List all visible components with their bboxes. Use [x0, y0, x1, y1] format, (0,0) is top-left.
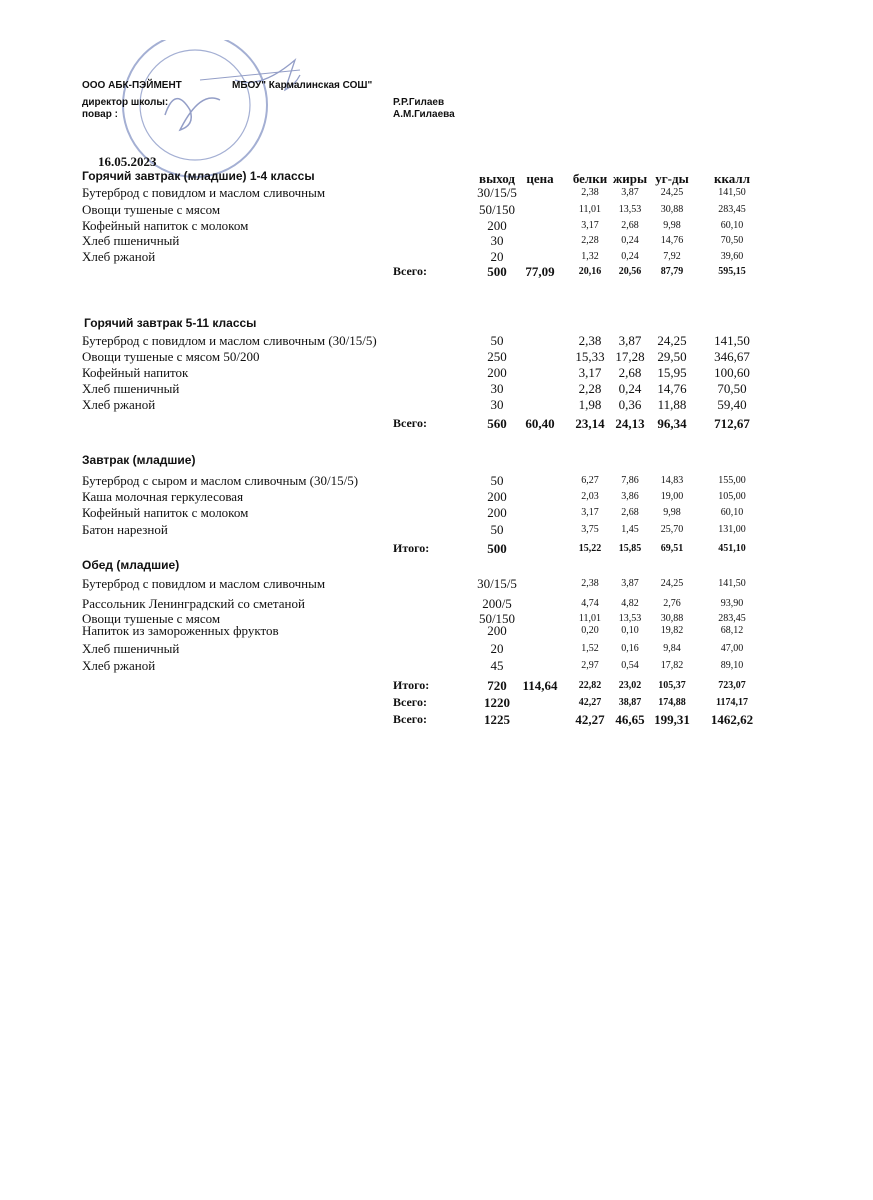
- dish-name: Овощи тушеные с мясом 50/200: [82, 349, 260, 364]
- dish-output: 50/150: [478, 611, 516, 626]
- column-header-price: цена: [526, 171, 554, 186]
- dish-kcal: 283,45: [718, 613, 746, 624]
- dish-protein: 6,27: [581, 475, 599, 486]
- total-kcal: 595,15: [718, 266, 746, 277]
- dish-output: 45: [490, 658, 504, 673]
- dish-carbs: 9,84: [663, 643, 681, 654]
- dish-kcal: 89,10: [720, 660, 744, 671]
- dish-output: 50: [490, 522, 504, 537]
- dish-name: Кофейный напиток с молоком: [82, 505, 249, 520]
- dish-fat: 0,10: [621, 625, 639, 636]
- dish-fat: 0,54: [621, 660, 639, 671]
- dish-protein: 2,38: [581, 187, 599, 198]
- dish-carbs: 24,25: [660, 578, 684, 589]
- dish-fat: 3,87: [618, 333, 642, 348]
- dish-carbs: 7,92: [663, 251, 681, 262]
- dish-protein: 2,28: [581, 235, 599, 246]
- dish-fat: 0,24: [618, 381, 642, 396]
- total-carbs: 69,51: [660, 543, 684, 554]
- dish-name: Бутерброд с сыром и маслом сливочным (30/15/5): [82, 473, 359, 488]
- dish-fat: 13,53: [618, 613, 642, 624]
- cook-name: А.М.Гилаева: [393, 109, 455, 120]
- column-header-out: выход: [479, 171, 515, 186]
- dish-name: Бутерброд с повидлом и маслом сливочным (30/15/5): [82, 333, 377, 348]
- total-protein: 15,22: [578, 543, 602, 554]
- dish-name: Хлеб пшеничный: [82, 233, 180, 248]
- dish-protein: 11,01: [578, 613, 602, 624]
- dish-output: 200: [487, 489, 507, 504]
- dish-name: Батон нарезной: [82, 522, 168, 537]
- dish-output: 250: [487, 349, 507, 364]
- dish-kcal: 59,40: [717, 397, 747, 412]
- total-protein: 42,27: [575, 712, 605, 727]
- total-kcal: 451,10: [718, 543, 746, 554]
- dish-name: Кофейный напиток: [82, 365, 189, 380]
- total-protein: 42,27: [578, 697, 602, 708]
- dish-carbs: 19,00: [660, 491, 684, 502]
- dish-output: 50/150: [478, 202, 516, 217]
- total-carbs: 105,37: [658, 680, 686, 691]
- dish-fat: 4,82: [621, 598, 639, 609]
- dish-carbs: 9,98: [663, 507, 681, 518]
- dish-fat: 3,86: [621, 491, 639, 502]
- total-price: 77,09: [525, 264, 555, 279]
- cook-label: повар :: [82, 109, 118, 120]
- dish-output: 30/15/5: [477, 185, 517, 200]
- total-label: Итого:: [393, 678, 430, 692]
- total-price: 60,40: [525, 416, 555, 431]
- dish-carbs: 29,50: [657, 349, 687, 364]
- dish-kcal: 39,60: [720, 251, 744, 262]
- total-kcal: 712,67: [714, 416, 750, 431]
- dish-protein: 2,28: [578, 381, 602, 396]
- dish-protein: 11,01: [578, 204, 602, 215]
- total-price: 114,64: [522, 678, 558, 693]
- dish-name: Хлеб ржаной: [82, 397, 156, 412]
- dish-fat: 7,86: [621, 475, 639, 486]
- dish-output: 200/5: [482, 596, 512, 611]
- dish-name: Напиток из замороженных фруктов: [82, 623, 279, 638]
- dish-name: Каша молочная геркулесовая: [82, 489, 244, 504]
- total-output: 1225: [484, 712, 510, 727]
- dish-kcal: 283,45: [718, 204, 746, 215]
- dish-fat: 0,24: [621, 251, 639, 262]
- dish-name: Хлеб ржаной: [82, 658, 156, 673]
- dish-name: Рассольник Ленинградский со сметаной: [82, 596, 305, 611]
- dish-kcal: 68,12: [720, 625, 744, 636]
- dish-carbs: 19,82: [660, 625, 684, 636]
- dish-kcal: 47,00: [720, 643, 744, 654]
- dish-protein: 4,74: [581, 598, 599, 609]
- total-carbs: 199,31: [654, 712, 690, 727]
- dish-output: 30: [490, 397, 504, 412]
- total-kcal: 1174,17: [716, 697, 748, 708]
- section-title: Горячий завтрак 5-11 классы: [84, 316, 257, 330]
- dish-kcal: 155,00: [718, 475, 746, 486]
- dish-carbs: 30,88: [660, 204, 684, 215]
- dish-fat: 13,53: [618, 204, 642, 215]
- dish-carbs: 9,98: [663, 220, 681, 231]
- dish-carbs: 2,76: [663, 598, 681, 609]
- dish-protein: 2,38: [581, 578, 599, 589]
- total-fat: 38,87: [618, 697, 642, 708]
- dish-fat: 0,36: [618, 397, 642, 412]
- dish-fat: 1,45: [621, 524, 639, 535]
- dish-name: Овощи тушеные с мясом: [82, 611, 221, 626]
- column-header-p: белки: [572, 171, 608, 186]
- dish-kcal: 60,10: [720, 220, 744, 231]
- column-header-k: ккалл: [714, 171, 750, 186]
- total-output: 1220: [484, 695, 510, 710]
- org-left: ООО АБК-ПЭЙМЕНТ: [82, 80, 182, 91]
- director-name: Р.Р.Гилаев: [393, 97, 445, 108]
- section-title: Горячий завтрак (младшие) 1-4 классы: [82, 169, 315, 183]
- dish-output: 30: [490, 233, 504, 248]
- dish-fat: 0,16: [621, 643, 639, 654]
- dish-output: 200: [487, 505, 507, 520]
- total-kcal: 1462,62: [710, 712, 754, 727]
- total-output: 560: [487, 416, 507, 431]
- dish-fat: 2,68: [621, 507, 639, 518]
- dish-output: 20: [490, 641, 504, 656]
- dish-output: 50: [490, 473, 504, 488]
- dish-output: 20: [490, 249, 504, 264]
- director-label: директор школы:: [82, 97, 169, 108]
- total-fat: 15,85: [618, 543, 642, 554]
- total-label: Всего:: [393, 712, 427, 726]
- dish-fat: 17,28: [615, 349, 645, 364]
- dish-output: 50: [490, 333, 504, 348]
- dish-carbs: 17,82: [660, 660, 684, 671]
- dish-protein: 1,98: [578, 397, 602, 412]
- total-label: Всего:: [393, 695, 427, 709]
- dish-protein: 2,03: [581, 491, 599, 502]
- dish-carbs: 30,88: [660, 613, 684, 624]
- total-label: Итого:: [393, 541, 430, 555]
- total-output: 720: [487, 678, 507, 693]
- dish-carbs: 24,25: [657, 333, 687, 348]
- dish-protein: 1,52: [581, 643, 599, 654]
- dish-protein: 3,17: [581, 507, 599, 518]
- dish-kcal: 346,67: [714, 349, 750, 364]
- dish-carbs: 24,25: [660, 187, 684, 198]
- total-label: Всего:: [393, 264, 427, 278]
- column-header-c: уг-ды: [655, 171, 689, 186]
- total-protein: 20,16: [578, 266, 602, 277]
- dish-name: Бутерброд с повидлом и маслом сливочным: [82, 576, 326, 591]
- dish-kcal: 131,00: [718, 524, 746, 535]
- dish-name: Хлеб ржаной: [82, 249, 156, 264]
- dish-kcal: 100,60: [714, 365, 750, 380]
- dish-carbs: 14,76: [660, 235, 684, 246]
- org-right: МБОУ" Кармалинская СОШ": [232, 80, 373, 91]
- dish-carbs: 11,88: [657, 397, 687, 412]
- total-fat: 23,02: [618, 680, 642, 691]
- dish-protein: 3,17: [581, 220, 599, 231]
- dish-protein: 0,20: [581, 625, 599, 636]
- dish-kcal: 141,50: [714, 333, 750, 348]
- dish-carbs: 25,70: [660, 524, 684, 535]
- dish-fat: 0,24: [621, 235, 639, 246]
- dish-name: Хлеб пшеничный: [82, 641, 180, 656]
- dish-protein: 3,75: [581, 524, 599, 535]
- dish-protein: 3,17: [578, 365, 602, 380]
- total-label: Всего:: [393, 416, 427, 430]
- dish-output: 30/15/5: [477, 576, 517, 591]
- dish-fat: 3,87: [621, 187, 639, 198]
- dish-carbs: 15,95: [657, 365, 687, 380]
- total-carbs: 87,79: [660, 266, 684, 277]
- dish-fat: 2,68: [621, 220, 639, 231]
- dish-name: Кофейный напиток с молоком: [82, 218, 249, 233]
- dish-output: 200: [487, 623, 507, 638]
- menu-date: 16.05.2023: [98, 154, 157, 169]
- total-kcal: 723,07: [718, 680, 746, 691]
- total-protein: 22,82: [578, 680, 602, 691]
- dish-fat: 2,68: [618, 365, 642, 380]
- total-carbs: 174,88: [658, 697, 686, 708]
- total-fat: 24,13: [615, 416, 645, 431]
- dish-kcal: 70,50: [720, 235, 744, 246]
- total-protein: 23,14: [575, 416, 605, 431]
- dish-output: 200: [487, 365, 507, 380]
- dish-kcal: 141,50: [718, 187, 746, 198]
- dish-name: Хлеб пшеничный: [82, 381, 180, 396]
- dish-carbs: 14,76: [657, 381, 687, 396]
- dish-kcal: 60,10: [720, 507, 744, 518]
- total-output: 500: [487, 541, 507, 556]
- dish-name: Бутерброд с повидлом и маслом сливочным: [82, 185, 326, 200]
- dish-protein: 2,97: [581, 660, 599, 671]
- dish-name: Овощи тушеные с мясом: [82, 202, 221, 217]
- section-title: Обед (младшие): [82, 558, 180, 572]
- section-title: Завтрак (младшие): [82, 453, 196, 467]
- total-fat: 20,56: [618, 266, 642, 277]
- dish-fat: 3,87: [621, 578, 639, 589]
- total-output: 500: [487, 264, 507, 279]
- dish-kcal: 93,90: [720, 598, 744, 609]
- dish-protein: 2,38: [578, 333, 602, 348]
- column-header-f: жиры: [612, 171, 648, 186]
- dish-carbs: 14,83: [660, 475, 684, 486]
- dish-kcal: 141,50: [718, 578, 746, 589]
- total-carbs: 96,34: [657, 416, 687, 431]
- dish-protein: 15,33: [575, 349, 605, 364]
- dish-output: 200: [487, 218, 507, 233]
- dish-output: 30: [490, 381, 504, 396]
- dish-kcal: 70,50: [717, 381, 747, 396]
- dish-protein: 1,32: [581, 251, 599, 262]
- dish-kcal: 105,00: [718, 491, 746, 502]
- total-fat: 46,65: [615, 712, 645, 727]
